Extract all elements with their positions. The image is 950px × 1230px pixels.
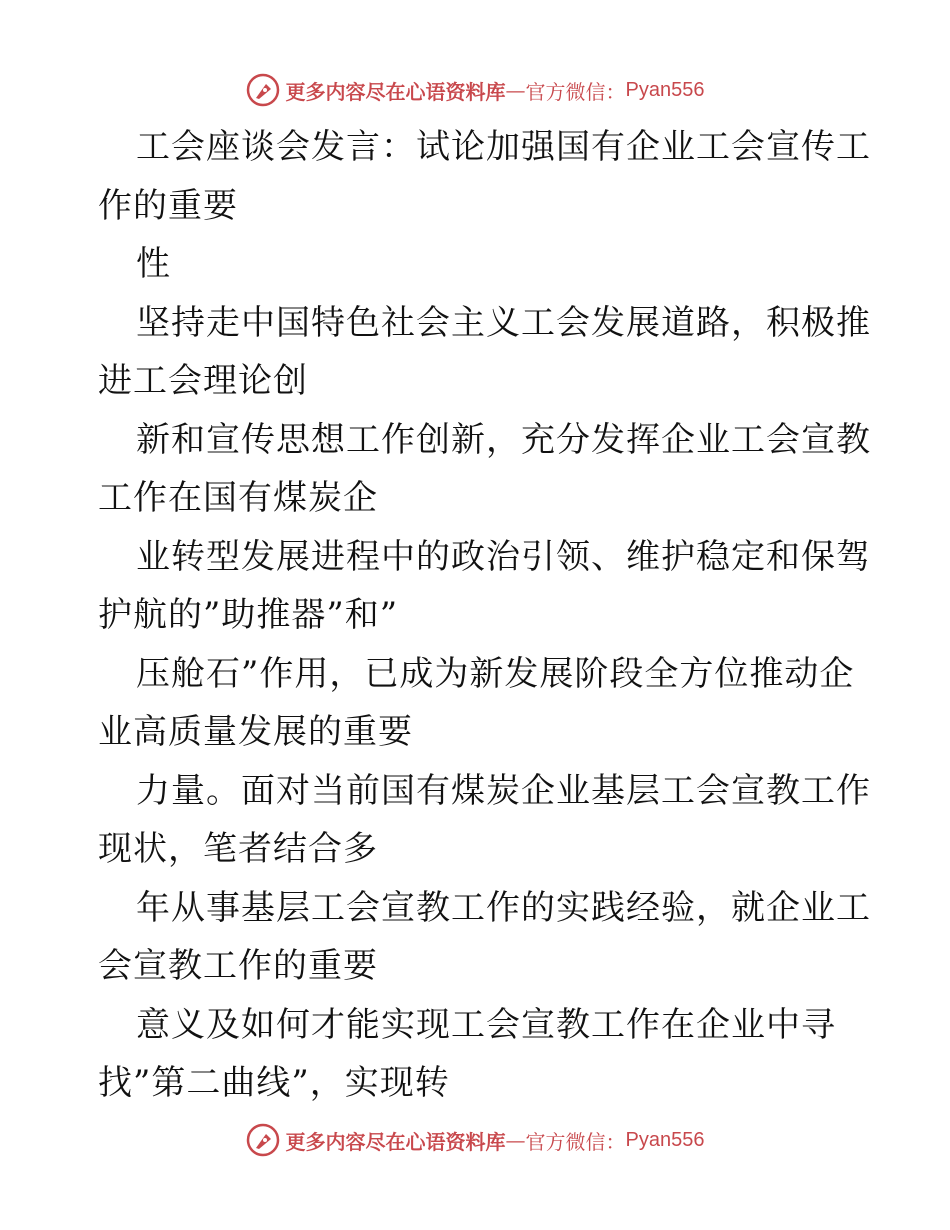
watermark-account: Pyan556 <box>625 78 705 101</box>
text-line: 护航的”助推器”和” <box>98 595 399 635</box>
text-line: 性 <box>136 244 171 284</box>
watermark-official-text: 官方微信： <box>525 79 626 104</box>
text-line: 意义及如何才能实现工会宣教工作在企业中寻 <box>136 1004 836 1045</box>
text-line: 压舱石”作用，已成为新发展阶段全方位推动企 <box>136 653 855 694</box>
text-line: 进工会理论创 <box>98 361 308 401</box>
pen-nib-icon <box>246 1123 280 1157</box>
text-line: 业转型发展进程中的政治引领、维护稳定和保驾 <box>136 536 871 577</box>
text-line: 工会座谈会发言：试论加强国有企业工会宣传工 <box>136 127 871 167</box>
text-line: 作的重要 <box>98 185 238 226</box>
text-line: 找”第二曲线”，实现转 <box>98 1063 450 1103</box>
watermark-account: Pyan556 <box>625 1128 705 1151</box>
text-line: 现状，笔者结合多 <box>98 829 378 869</box>
text-line: 业高质量发展的重要 <box>98 712 413 752</box>
text-line: 力量。面对当前国有煤炭企业基层工会宣教工作 <box>136 770 871 811</box>
footer-watermark <box>0 1120 950 1160</box>
text-line: 新和宣传思想工作创新，充分发挥企业工会宣教 <box>136 419 871 460</box>
text-line: 年从事基层工会宣教工作的实践经验，就企业工 <box>136 887 871 928</box>
watermark-dash: — <box>505 1128 526 1152</box>
watermark-official-text: 官方微信： <box>525 1129 626 1154</box>
header-watermark <box>0 70 950 110</box>
text-line: 工作在国有煤炭企 <box>98 478 378 518</box>
watermark-site-text: 更多内容尽在心语资料库 <box>285 1129 506 1154</box>
watermark-site-text: 更多内容尽在心语资料库 <box>285 79 506 104</box>
text-line: 坚持走中国特色社会主义工会发展道路，积极推 <box>136 302 871 343</box>
document-body <box>98 118 871 1113</box>
pen-nib-icon <box>246 73 280 107</box>
watermark-dash: — <box>505 78 526 102</box>
text-line: 会宣教工作的重要 <box>98 946 378 986</box>
